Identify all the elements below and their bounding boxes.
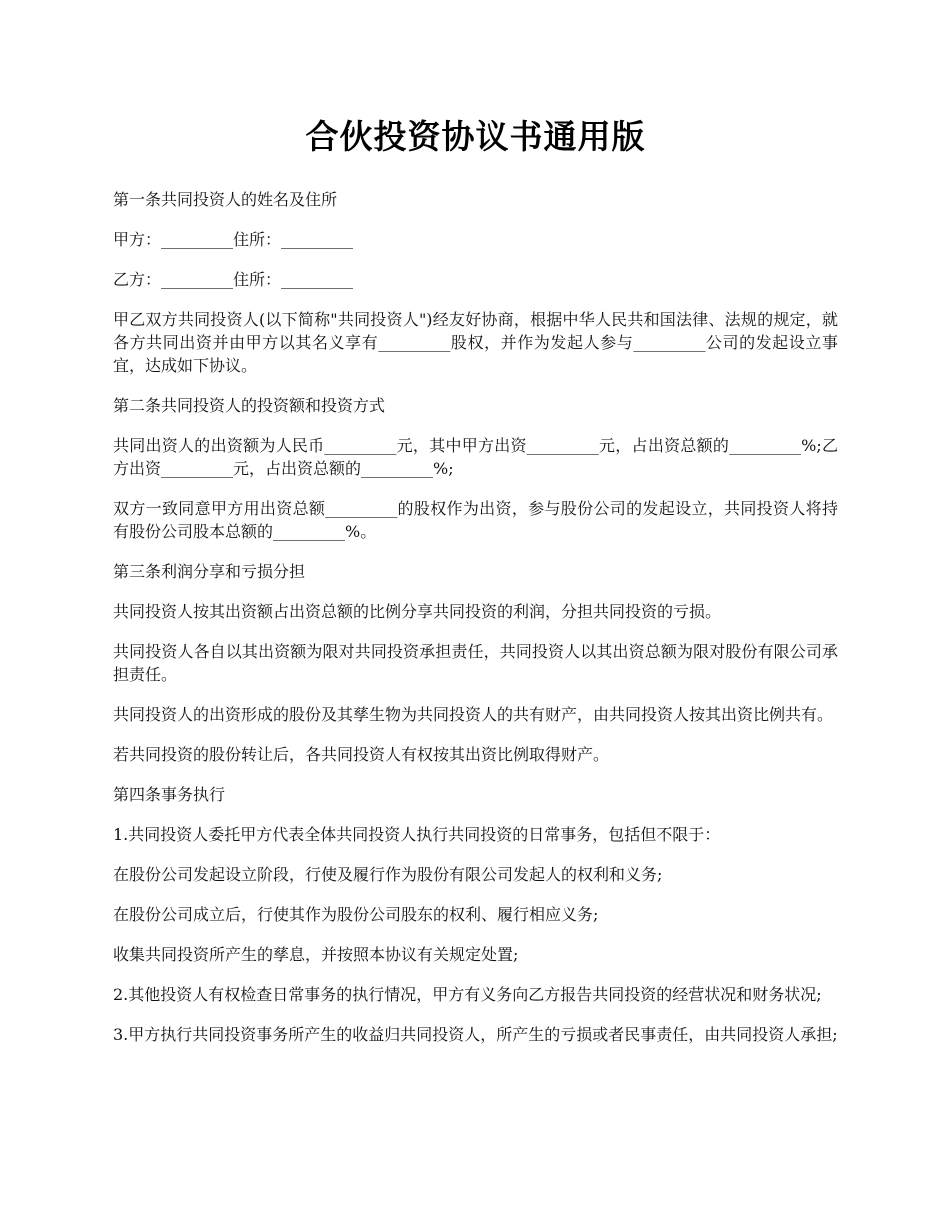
clause-4-1-c: 收集共同投资所产生的孳息，并按照本协议有关规定处置; [113, 945, 519, 964]
clause-4-1: 1.共同投资人委托甲方代表全体共同投资人执行共同投资的日常事务，包括但不限于： [113, 825, 721, 844]
clause-4-1-a: 在股份公司发起设立阶段，行使及履行作为股份有限公司发起人的权利和义务; [113, 865, 663, 884]
section-heading-3: 第三条利润分享和亏损分担 [113, 562, 306, 581]
preamble-paragraph: 甲乙双方共同投资人(以下简称"共同投资人")经友好协商，根据中华人民共和国法律、法规的规定，就各方共同出资并由甲方以其名义享有_________股权，并作为发起人参与_________公司的发起设立事宜，达成如下协议。 [113, 310, 838, 375]
liability-paragraph: 共同投资人各自以其出资额为限对共同投资承担责任，共同投资人以其出资总额为限对股份有限公司承担责任。 [113, 642, 838, 684]
clause-4-3: 3.甲方执行共同投资事务所产生的收益归共同投资人，所产生的亏损或者民事责任，由共同投资人承担; [113, 1025, 838, 1044]
section-heading-4: 第四条事务执行 [113, 785, 226, 804]
clause-4-1-b: 在股份公司成立后，行使其作为股份公司股东的权利、履行相应义务; [113, 905, 599, 924]
section-heading-2: 第二条共同投资人的投资额和投资方式 [113, 396, 386, 415]
share-transfer-paragraph: 若共同投资的股份转让后，各共同投资人有权按其出资比例取得财产。 [113, 745, 610, 764]
contribution-amount-paragraph: 共同出资人的出资额为人民币_________元，其中甲方出资_________元，占出资总额的_________%;乙方出资_________元，占出资总额的_________%; [113, 436, 838, 478]
party-a-line: 甲方：_________住所：_________ [113, 230, 354, 249]
section-heading-1: 第一条共同投资人的姓名及住所 [113, 190, 338, 209]
equity-contribution-paragraph: 双方一致同意甲方用出资总额_________的股权作为出资，参与股份公司的发起设立，共同投资人将持有股份公司股本总额的_________%。 [113, 499, 838, 541]
joint-property-paragraph: 共同投资人的出资形成的股份及其孳生物为共同投资人的共有财产，由共同投资人按其出资比例共有。 [113, 705, 834, 724]
document-title: 合伙投资协议书通用版 [305, 117, 646, 156]
clause-4-2: 2.其他投资人有权检查日常事务的执行情况，甲方有义务向乙方报告共同投资的经营状况和财务状况; [113, 985, 822, 1004]
profit-sharing-paragraph: 共同投资人按其出资额占出资总额的比例分享共同投资的利润，分担共同投资的亏损。 [113, 602, 722, 621]
party-b-line: 乙方：_________住所：_________ [113, 270, 354, 289]
